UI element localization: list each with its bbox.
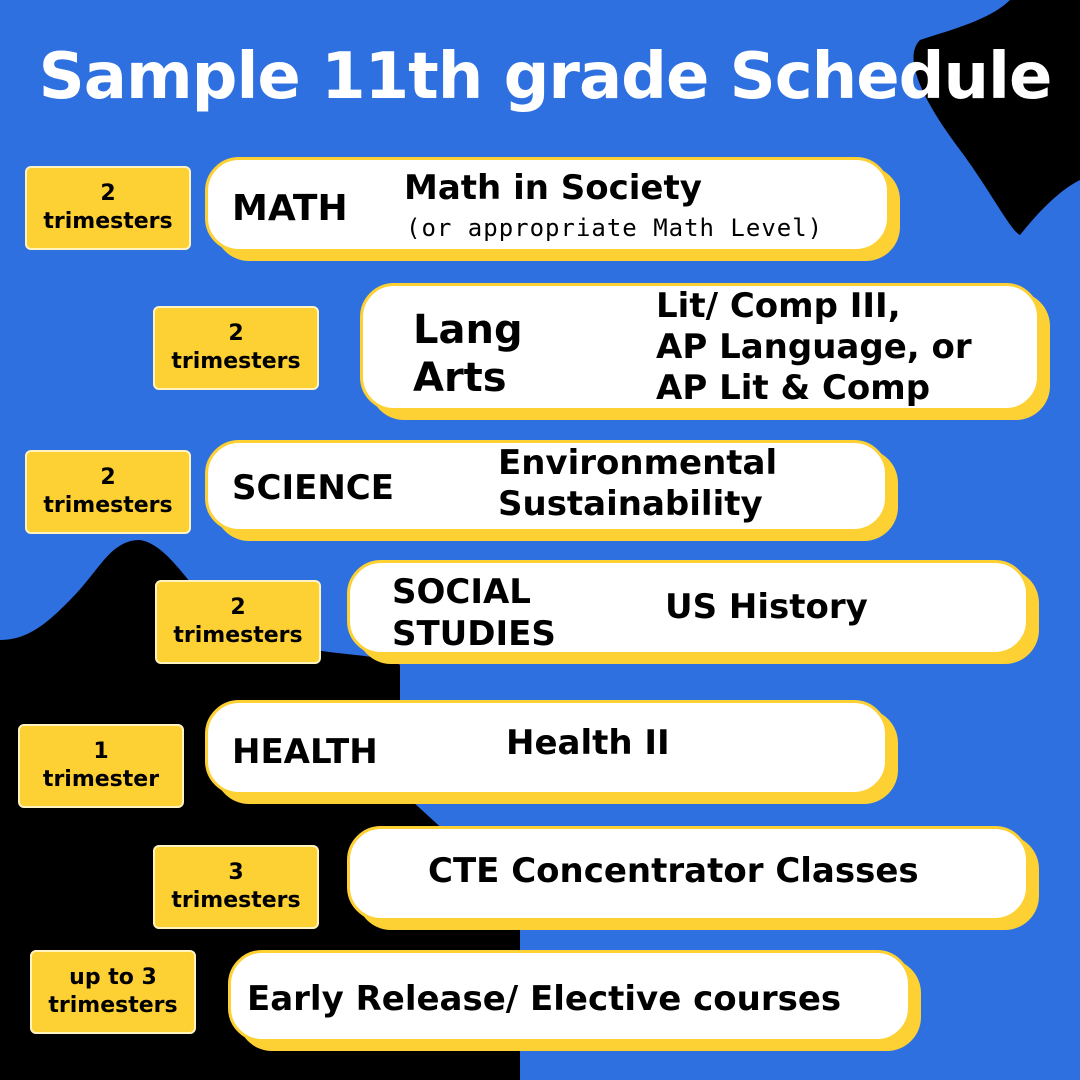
duration-count: 1 xyxy=(93,739,109,764)
subject-label xyxy=(413,306,523,402)
duration-badge xyxy=(153,306,319,390)
subject-line: Lang xyxy=(413,307,523,353)
duration-unit: trimesters xyxy=(173,623,303,648)
duration-count: up to 3 xyxy=(69,965,157,990)
subject-label: HEALTH xyxy=(232,732,378,772)
course-name: US History xyxy=(665,587,868,627)
course-name xyxy=(656,286,972,409)
schedule-card-math xyxy=(205,157,890,252)
schedule-card-lang-arts xyxy=(360,283,1040,411)
duration-count: 2 xyxy=(230,595,246,620)
subject-label: MATH xyxy=(232,188,348,229)
course-line: Environmental xyxy=(498,443,778,483)
subject-label: SCIENCE xyxy=(232,468,394,508)
subject-line: Arts xyxy=(413,355,507,401)
duration-badge xyxy=(155,580,321,664)
duration-unit: trimesters xyxy=(43,209,173,234)
page-title: Sample 11th grade Schedule xyxy=(38,40,1052,114)
subject-label xyxy=(392,571,556,655)
course-name xyxy=(498,443,777,525)
schedule-card-social-studies xyxy=(347,560,1029,655)
duration-unit: trimesters xyxy=(171,349,301,374)
course-name: CTE Concentrator Classes xyxy=(428,851,919,891)
course-line: AP Language, or xyxy=(656,327,972,367)
duration-unit: trimester xyxy=(42,767,160,792)
course-name: Health II xyxy=(506,723,670,763)
schedule-card-electives xyxy=(228,950,911,1042)
schedule-card-cte xyxy=(347,826,1029,921)
duration-count: 2 xyxy=(100,181,116,206)
course-name: Early Release/ Elective courses xyxy=(247,979,842,1019)
subject-line: STUDIES xyxy=(392,614,556,654)
course-line: Lit/ Comp III, xyxy=(656,286,901,326)
schedule-card-health xyxy=(205,700,888,795)
duration-badge xyxy=(18,724,184,808)
duration-badge xyxy=(25,450,191,534)
duration-badge xyxy=(30,950,196,1034)
duration-unit: trimesters xyxy=(171,888,301,913)
course-line: Sustainability xyxy=(498,484,763,524)
duration-badge xyxy=(153,845,319,929)
duration-unit: trimesters xyxy=(43,493,173,518)
duration-count: 2 xyxy=(100,465,116,490)
course-line: AP Lit & Comp xyxy=(656,368,931,408)
course-name: Math in Society xyxy=(404,168,702,208)
course-note: (or appropriate Math Level) xyxy=(406,214,824,242)
duration-badge xyxy=(25,166,191,250)
top-right-blob xyxy=(914,0,1080,235)
duration-count: 3 xyxy=(228,860,244,885)
duration-count: 2 xyxy=(228,321,244,346)
schedule-card-science xyxy=(205,440,888,532)
subject-line: SOCIAL xyxy=(392,572,531,612)
duration-unit: trimesters xyxy=(48,993,178,1018)
